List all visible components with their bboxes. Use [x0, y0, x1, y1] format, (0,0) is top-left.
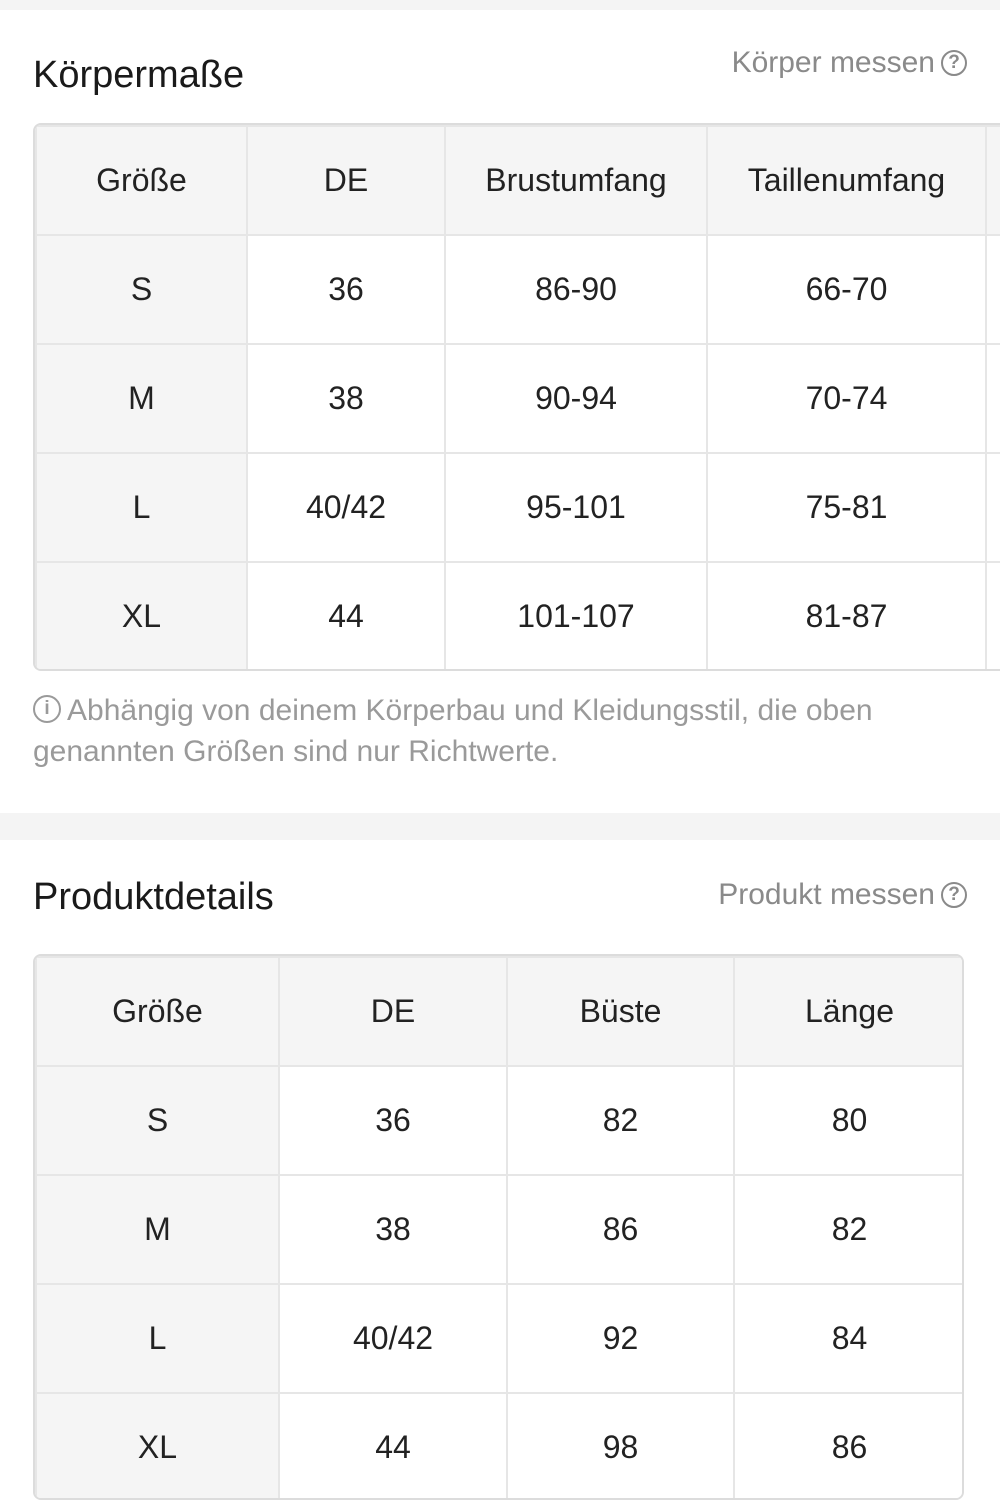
- measure-product-link[interactable]: [718, 878, 967, 912]
- cell-waist: 70-74: [707, 344, 986, 453]
- cell-bust: 82: [507, 1066, 734, 1175]
- cell-waist: 81-87: [707, 562, 986, 671]
- size-disclaimer-note: [33, 690, 933, 772]
- table-row: [36, 1393, 964, 1500]
- cell-size: L: [36, 1284, 279, 1393]
- cell-de: 36: [279, 1066, 507, 1175]
- header-bust: Büste: [507, 957, 734, 1066]
- cell-de: 40/42: [279, 1284, 507, 1393]
- header-overflow: [986, 126, 1000, 235]
- cell-length: 82: [734, 1175, 964, 1284]
- table-row: [36, 344, 1000, 453]
- cell-length: 84: [734, 1284, 964, 1393]
- cell-overflow: [986, 344, 1000, 453]
- cell-size: XL: [36, 1393, 279, 1500]
- note-text: Abhängig von deinem Körperbau und Kleidungsstil, die oben genannten Größen sind nur Richtwerte.: [33, 694, 873, 768]
- table-row: [36, 453, 1000, 562]
- table-header-row: [36, 126, 1000, 235]
- header-waist: Taillenumfang: [707, 126, 986, 235]
- table-row: [36, 1284, 964, 1393]
- header-length: Länge: [734, 957, 964, 1066]
- header-size: Größe: [36, 957, 279, 1066]
- header-chest: Brustumfang: [445, 126, 707, 235]
- table-header-row: [36, 957, 964, 1066]
- body-size-table-container[interactable]: [33, 123, 1000, 671]
- cell-waist: 75-81: [707, 453, 986, 562]
- table-row: [36, 235, 1000, 344]
- cell-overflow: [986, 235, 1000, 344]
- table-row: [36, 562, 1000, 671]
- cell-waist: 66-70: [707, 235, 986, 344]
- body-size-table: [35, 125, 1000, 671]
- cell-size: M: [36, 1175, 279, 1284]
- section-title-body: Körpermaße: [33, 54, 245, 96]
- product-size-table: [35, 956, 964, 1500]
- cell-de: 38: [247, 344, 445, 453]
- header-size: Größe: [36, 126, 247, 235]
- cell-size: L: [36, 453, 247, 562]
- cell-chest: 95-101: [445, 453, 707, 562]
- question-circle-icon[interactable]: ?: [941, 882, 967, 908]
- measure-body-link[interactable]: [732, 46, 967, 80]
- product-size-table-container: [33, 954, 964, 1500]
- cell-de: 38: [279, 1175, 507, 1284]
- cell-overflow: [986, 453, 1000, 562]
- body-measurements-section: [0, 10, 1000, 813]
- cell-size: M: [36, 344, 247, 453]
- cell-size: XL: [36, 562, 247, 671]
- measure-body-label: Körper messen: [731, 46, 935, 79]
- measure-product-label: Produkt messen: [718, 878, 935, 911]
- cell-size: S: [36, 235, 247, 344]
- cell-chest: 101-107: [445, 562, 707, 671]
- cell-length: 86: [734, 1393, 964, 1500]
- cell-bust: 86: [507, 1175, 734, 1284]
- cell-chest: 86-90: [445, 235, 707, 344]
- cell-de: 44: [247, 562, 445, 671]
- cell-de: 44: [279, 1393, 507, 1500]
- table-row: [36, 1175, 964, 1284]
- table-row: [36, 1066, 964, 1175]
- header-de: DE: [279, 957, 507, 1066]
- cell-bust: 92: [507, 1284, 734, 1393]
- cell-chest: 90-94: [445, 344, 707, 453]
- cell-bust: 98: [507, 1393, 734, 1500]
- header-de: DE: [247, 126, 445, 235]
- cell-de: 36: [247, 235, 445, 344]
- product-details-section: [0, 840, 1000, 1505]
- section-title-product: Produktdetails: [33, 876, 274, 918]
- cell-de: 40/42: [247, 453, 445, 562]
- question-circle-icon[interactable]: ?: [941, 50, 967, 76]
- cell-length: 80: [734, 1066, 964, 1175]
- info-circle-icon: i: [33, 695, 61, 723]
- cell-overflow: [986, 562, 1000, 671]
- cell-size: S: [36, 1066, 279, 1175]
